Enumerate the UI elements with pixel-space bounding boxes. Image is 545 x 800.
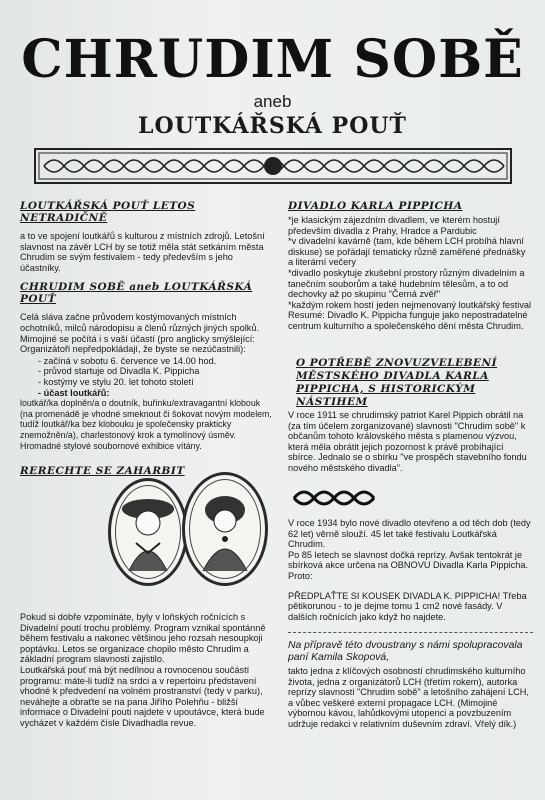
right-column-lower — [288, 518, 533, 622]
list-item: *divadlo poskytuje zkušební prostory různým divadelním a tanečním souborům a také hudebním tělesům, a to od dechovky až po skupinu "Černá zvěř" — [288, 267, 525, 300]
list-item: *je klasickým zájezdním divadlem, ve kterém hostují především divadla z Prahy, Hradce a Pardubic — [288, 215, 500, 236]
paragraph: Celá sláva začne průvodem kostýmovaných místních ochotníků, milců národopisu a členů různých jiných spolků. Mimojiné se počítá i s vaší účastí (pro anglicky smýšlející: Organizátoři nepředpokládají, že byste se nezúčastnili): — [20, 312, 260, 355]
paragraph: PŘEDPLAŤTE SI KOUSEK DIVADLA K. PIPPICHA! Třeba pětikorunou - to je dejme tomu 1 cm2 nové fasády. V dalších ročnících jako když ho najdete. — [288, 590, 527, 622]
paragraph: a to ve spojení loutkářů s kulturou z místních zdrojů. Letošní slavnost na závěr LCH by se totiž měla stát setkáním města Chrudim se svým festivalem - tedy především s jeho účastníky. — [20, 231, 265, 273]
list-item: - průvod startuje od Divadla K. Pippicha — [38, 366, 200, 377]
paragraph: V roce 1934 bylo nové divadlo otevřeno a od těch dob (tedy 62 let) věrně slouží. 45 let také festivalu Loutkářská Chrudim. — [288, 518, 531, 550]
section-heading: LOUTKÁŘSKÁ POUŤ LETOS NETRADIČNĚ — [20, 200, 196, 224]
section-heading: RERECHTE SE ZAHARBIT — [20, 465, 185, 477]
lady-portrait-icon — [111, 481, 185, 583]
flourish-divider-icon — [290, 487, 380, 509]
portrait-illustration-right — [182, 472, 268, 586]
title-connector: aneb — [253, 92, 292, 111]
section-heading: O POTŘEBĚ ZNOVUZVELEBENÍ MĚSTSKÉHO DIVADLA KARLA PIPPICHA, S HISTORICKÝM NÁSTIHEM — [296, 357, 498, 408]
ornamental-border-icon — [34, 146, 512, 186]
list-item-strong: - účast loutkářů: — [38, 387, 110, 398]
right-column-bottom — [288, 640, 533, 730]
paragraph: Po 85 letech se slavnost dočká reprízy. Avšak tentokrát je sbírková akce určena na OBNOVU Divadla Karla Pippicha. Proto: — [288, 549, 529, 581]
divider — [288, 632, 533, 633]
page-title: CHRUDIM SOBĚ — [21, 29, 524, 90]
paragraph: V roce 1911 se chrudimský patriot Karel Pippich obrátil na (za tím účelem zorganizované) slavnosti "Chrudim sobě" k občanům tohoto královského města s plamenou výzvou, která měla obrátit jejich pozornost k právě probíhající sbírce. Jednalo se o sbírku "ve prospěch stavebního fondu nového městského divadla". — [288, 410, 527, 473]
right-column-middle — [288, 410, 533, 474]
list-item: - kostýmy ve stylu 20. let tohoto století — [38, 376, 194, 387]
left-column-top — [20, 200, 275, 451]
list-item: *v divadelní kavárně (tam, kde během LCH probíhá hlavní diskuse) se pořádají tematicky různě zaměřené přednášky a literární večery — [288, 236, 526, 268]
section-heading: CHRUDIM SOBĚ aneb LOUTKÁŘSKÁ POUŤ — [20, 281, 253, 306]
page-subtitle: LOUTKÁŘSKÁ POUŤ — [138, 113, 407, 139]
right-column-top — [288, 200, 533, 332]
paragraph: Loutkářská pouť má být nedílnou a rovnocenou součástí programu: máte-li tudíž na srdci a v repertoiru představení vhodné k předvedení na volném prostranství (tedy v parku), neváhejte a obraťte se na pana Jiřího Polehňu - bližší informace o Divadelní pouti najdete v upoutávce, která bude vycházet v každém čísle Divadhadla revue. — [20, 664, 265, 728]
list-item: - začíná v sobotu 6. července ve 14.00 hod. — [38, 355, 217, 366]
lady-portrait-icon — [185, 475, 265, 583]
portrait-illustration-left — [108, 478, 188, 586]
paragraph: takto jedna z klíčových osobností chrudimského kulturního života, jedna z organizátorů LCH (třetím rokem), autorka reprízy slavnosti "Chrudim sobě" a letošního zahájení LCH, a vůbec veškeré externí propagace LCH. (Mimojiné výbornou kávou, lahůdkovými utopenci a povzbuzením udržuje redakci v relativním duševním zdraví. Vřelý dík.) — [288, 666, 529, 729]
credit-intro: Na přípravě této dvoustrany s námi spolupracovala paní Kamila Skopová, — [288, 640, 523, 663]
section-heading: DIVADLO KARLA PIPPICHA — [288, 200, 463, 212]
paragraph: Pokud si dobře vzpomínáte, byly v loňských ročnících s Divadelní poutí trochu problémy. Program vznikal spontánně během festivalu a nakonec většinou jeho rozsah nesoupkoji poptávku. Letos se organizace chopilo město Chrudim a základní program slavnosti zajistilo. — [20, 612, 266, 665]
paragraph: loutkář/ka doplněn/a o doutník, buřinku/extravagantní klobouk (na promenádě je vhodné smeknout či šokovat novým modelem, tudíž loutkář/ka bez klobouku je společensky prakticky znemožněn/a), charlestonový krok a tymolínový úsměv. Hromadné stylové soubornové exhibice vítány. — [20, 398, 272, 451]
bullet-list — [20, 356, 275, 388]
list-item: *každým rokem hostí jeden nejmenovaný loutkářský festival — [288, 299, 532, 310]
left-column-bottom — [20, 612, 275, 729]
paragraph: Resumé: Divadlo K. Pippicha funguje jako nepostradatelné centrum kulturního a společenského dění města Chrudim. — [288, 310, 528, 331]
